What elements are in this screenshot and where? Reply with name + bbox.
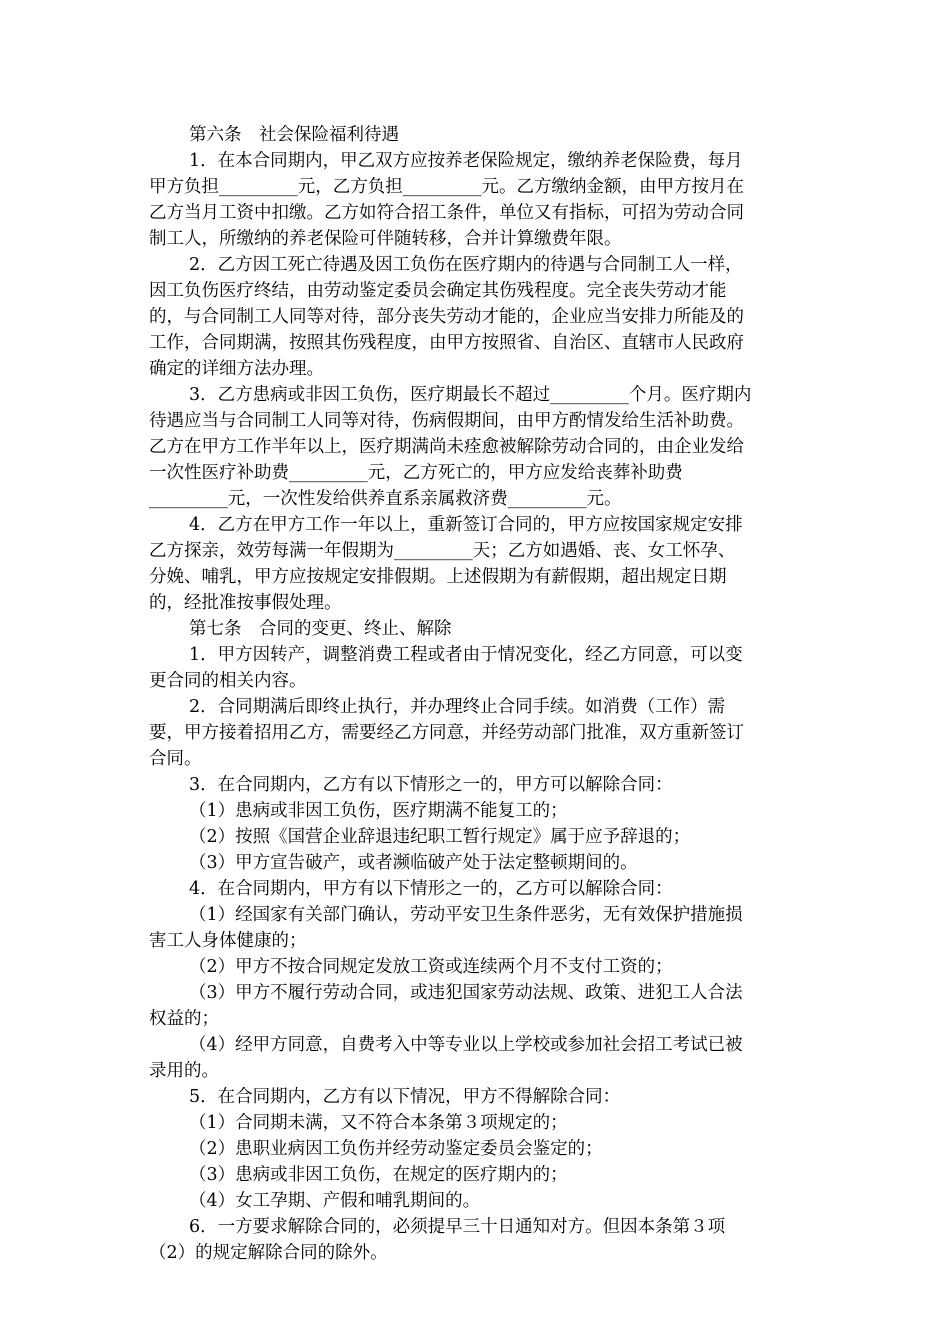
list-item: （4）经甲方同意，自费考入中等专业以上学校或参加社会招工考试已被	[189, 1035, 743, 1055]
paragraph-line: 要，甲方接着招用乙方，需要经乙方同意，并经劳动部门批准，双方重新签订	[149, 723, 744, 743]
paragraph-line: _________元，一次性发给供养直系亲属救济费_________元。	[149, 489, 622, 509]
list-item: （3）甲方不履行劳动合同，或违犯国家劳动法规、政策、进犯工人合法	[189, 983, 743, 1003]
article-7-heading: 第七条 合同的变更、终止、解除	[189, 619, 452, 639]
list-item: （2）甲方不按合同规定发放工资或连续两个月不支付工资的；	[189, 957, 673, 977]
paragraph-line: 3．在合同期内，乙方有以下情形之一的，甲方可以解除合同：	[189, 775, 673, 795]
paragraph-line: 乙方在甲方工作半年以上，医疗期满尚未痊愈被解除劳动合同的，由企业发给	[149, 437, 744, 457]
paragraph-line: 待遇应当与合同制工人同等对待，伤病假期间，由甲方酌情发给生活补助费。	[149, 411, 744, 431]
paragraph-line: 5．在合同期内，乙方有以下情况，甲方不得解除合同：	[189, 1087, 621, 1107]
paragraph-line: 的，经批准按事假处理。	[149, 593, 342, 613]
list-item: （1）合同期未满，又不符合本条第３项规定的；	[189, 1113, 568, 1133]
paragraph-line: （2）的规定解除合同的除外。	[149, 1243, 388, 1263]
paragraph-line: 合同。	[149, 749, 202, 769]
list-item: （3）患病或非因工负伤，在规定的医疗期内的；	[189, 1165, 568, 1185]
paragraph-line: 4．在合同期内，甲方有以下情形之一的，乙方可以解除合同：	[189, 879, 673, 899]
list-item: （2）按照《国营企业辞退违纪职工暂行规定》属于应予辞退的；	[189, 827, 691, 847]
paragraph-line: 6．一方要求解除合同的，必须提早三十日通知对方。但因本条第３项	[189, 1217, 726, 1237]
paragraph-line: 乙方探亲，效劳每满一年假期为_________天；乙方如遇婚、丧、女工怀孕、	[149, 541, 736, 561]
paragraph-line: 甲方负担_________元，乙方负担_________元。乙方缴纳金额，由甲方按月在	[149, 177, 744, 197]
paragraph-line: 工作，合同期满，按照其伤残程度，由甲方按照省、自治区、直辖市人民政府	[149, 333, 744, 353]
paragraph-line: 2．乙方因工死亡待遇及因工负伤在医疗期内的待遇与合同制工人一样，	[189, 255, 743, 275]
paragraph-line: 3．乙方患病或非因工负伤，医疗期最长不超过_________个月。医疗期内	[189, 385, 752, 405]
paragraph-line: 因工负伤医疗终结，由劳动鉴定委员会确定其伤残程度。完全丧失劳动才能	[149, 281, 727, 301]
list-item: （1）患病或非因工负伤，医疗期满不能复工的；	[189, 801, 568, 821]
paragraph-line: 权益的；	[149, 1009, 219, 1029]
paragraph-line: 录用的。	[149, 1061, 219, 1081]
paragraph-line: 制工人，所缴纳的养老保险可伴随转移，合并计算缴费年限。	[149, 229, 622, 249]
paragraph-line: 分娩、哺乳，甲方应按规定安排假期。上述假期为有薪假期，超出规定日期	[149, 567, 727, 587]
paragraph-line: 2．合同期满后即终止执行，并办理终止合同手续。如消费（工作）需	[189, 697, 726, 717]
paragraph-line: 1．甲方因转产，调整消费工程或者由于情况变化，经乙方同意，可以变	[189, 645, 743, 665]
paragraph-line: 1．在本合同期内，甲乙双方应按养老保险规定，缴纳养老保险费，每月	[189, 151, 743, 171]
article-6-heading: 第六条 社会保险福利待遇	[189, 125, 399, 145]
paragraph-line: 确定的详细方法办理。	[149, 359, 324, 379]
list-item: （4）女工孕期、产假和哺乳期间的。	[189, 1191, 481, 1211]
paragraph-line: 更合同的相关内容。	[149, 671, 307, 691]
list-item: （2）患职业病因工负伤并经劳动鉴定委员会鉴定的；	[189, 1139, 603, 1159]
paragraph-line: 一次性医疗补助费_________元，乙方死亡的，甲方应发给丧葬补助费	[149, 463, 683, 483]
list-item: （1）经国家有关部门确认，劳动平安卫生条件恶劣，无有效保护措施损	[189, 905, 743, 925]
paragraph-line: 乙方当月工资中扣缴。乙方如符合招工条件，单位又有指标，可招为劳动合同	[149, 203, 744, 223]
list-item: （3）甲方宣告破产，或者濒临破产处于法定整顿期间的。	[189, 853, 638, 873]
paragraph-line: 4．乙方在甲方工作一年以上，重新签订合同的，甲方应按国家规定安排	[189, 515, 743, 535]
paragraph-line: 的，与合同制工人同等对待，部分丧失劳动才能的，企业应当安排力所能及的	[149, 307, 744, 327]
paragraph-line: 害工人身体健康的；	[149, 931, 307, 951]
